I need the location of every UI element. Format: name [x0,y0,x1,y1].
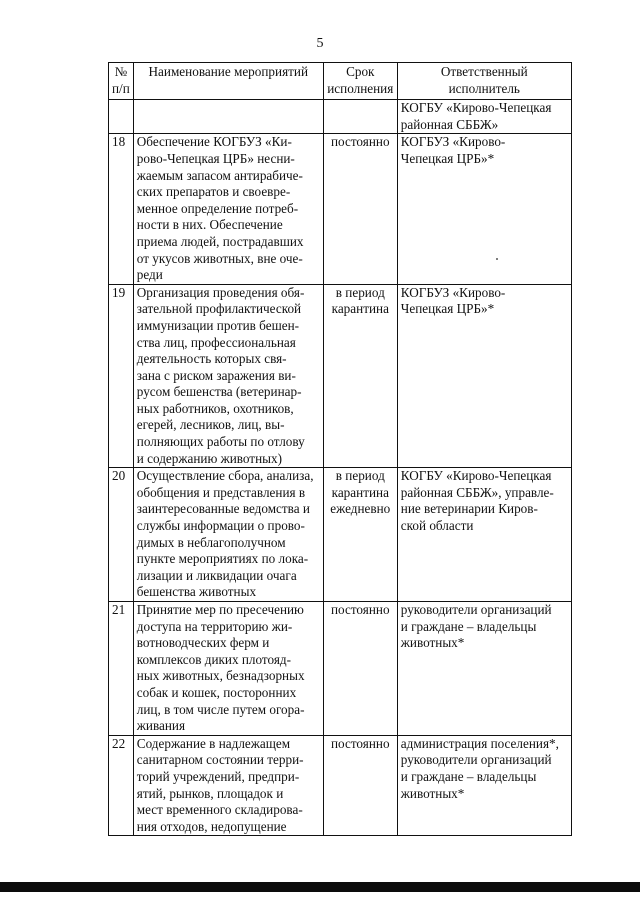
cell-responsible [397,468,571,602]
cell-name-line: ных животных, безнадзорных [136,668,305,684]
cell-num: 20 [109,468,134,602]
cell-responsible-line: животных* [400,785,465,801]
cell-name [133,134,323,284]
cell-name-line: службы информации о прово- [136,518,305,534]
cell-responsible-line: животных* [400,635,465,651]
table-row [109,134,572,284]
table-row [109,468,572,602]
cell-name-line: ятий, рынков, площадок и [136,785,284,801]
cell-responsible [397,284,571,468]
cell-responsible-line: районная СББЖ» [400,116,499,132]
cell-responsible-line: Чепецкая ЦРБ»* [400,150,495,166]
cell-name-line: ния отходов, недопущение [136,818,287,834]
cell-name-line: вотноводческих ферм и [136,635,270,651]
cell-name-line: иммунизации против бешен- [136,317,300,333]
cell-num: 22 [109,735,134,836]
cell-name-line: ских препаратов и своевре- [136,184,291,200]
cell-num: 19 [109,284,134,468]
cell-name-line: и содержанию животных) [136,450,282,466]
cell-responsible [397,134,571,284]
cell-name-line: санитарном состоянии терри- [136,752,304,768]
cell-term-line: карантина [331,484,389,500]
cell-name-line: Обеспечение КОГБУЗ «Ки- [136,134,292,150]
cell-term-line: постоянно [331,602,390,617]
cell-name-line: зана с риском заражения ви- [136,367,296,383]
cell-responsible [397,602,571,736]
table-row [109,100,572,134]
cell-name [133,284,323,468]
cell-name-line: мест временного складирова- [136,802,303,818]
table-row [109,602,572,736]
table-row [109,284,572,468]
cell-name-line: комплексов диких плотояд- [136,651,292,667]
cell-name-line: русом бешенства (ветеринар- [136,384,302,400]
cell-name [133,100,323,134]
cell-name-line: лиц, в том числе путем огора- [136,701,305,717]
cell-responsible-line: и граждане – владельцы [400,768,537,784]
cell-name-line: живания [136,718,186,734]
cell-name [133,602,323,736]
cell-name-line: пункте мероприятиях по лока- [136,551,309,567]
cell-name-line: зательной профилактической [136,301,302,317]
cell-name [133,468,323,602]
measures-table [108,62,572,836]
cell-responsible [397,100,571,134]
cell-responsible-line: районная СББЖ», управле- [400,484,554,500]
header-term: Срок исполнения [323,63,397,100]
cell-term-line: в период [335,284,385,300]
cell-name-line: Организация проведения обя- [136,284,305,300]
cell-name-line: обобщения и представления в [136,484,306,500]
cell-term-line: постоянно [331,134,390,150]
cell-name-line: лизации и ликвидации очага [136,567,297,583]
cell-responsible-line: ние ветеринарии Киров- [400,501,538,517]
cell-responsible-line: администрация поселения*, [400,735,559,751]
cell-name-line: реди [136,267,163,283]
cell-num [109,100,134,134]
cell-responsible-line: Чепецкая ЦРБ»* [400,301,495,317]
cell-name-line: приема людей, пострадавших [136,233,304,249]
cell-term [323,284,397,468]
cell-responsible-line: ской области [400,518,474,534]
cell-name-line: жаемым запасом антирабиче- [136,167,303,183]
cell-name-line: полняющих работы по отлову [136,434,305,450]
cell-name-line: менное определение потреб- [136,200,299,216]
cell-term-line: карантина [331,301,389,317]
cell-responsible-line: КОГБУ «Кирово-Чепецкая [400,468,552,484]
cell-name-line: Осуществление сбора, анализа, [136,468,314,484]
cell-responsible-line: КОГБУ «Кирово-Чепецкая [400,100,552,116]
cell-name-line: Принятие мер по пресечению [136,602,304,617]
cell-responsible-line: руководители организаций [400,602,552,617]
cell-name-line: ства лиц, профессиональная [136,334,296,350]
cell-name-line: ности в них. Обеспечение [136,217,283,233]
cell-term-line: постоянно [331,735,390,751]
page-number: 5 [316,36,324,51]
cell-name-line: собак и кошек, посторонних [136,684,297,700]
scan-speck [496,258,498,260]
cell-term-line: ежедневно [330,501,391,517]
table-header-row [109,63,572,100]
cell-name-line: бешенства животных [136,584,257,600]
scan-bottom-border [0,882,640,892]
table-row [109,735,572,836]
cell-responsible-line: КОГБУЗ «Кирово- [400,284,506,300]
header-name: Наименование мероприятий [133,63,323,100]
cell-term [323,134,397,284]
cell-name-line: торий учреждений, предпри- [136,768,300,784]
cell-responsible-line: руководители организаций [400,752,552,768]
cell-term [323,100,397,134]
cell-responsible-line: и граждане – владельцы [400,618,537,634]
cell-num: 18 [109,134,134,284]
cell-name-line: деятельность которых свя- [136,351,287,367]
cell-name [133,735,323,836]
cell-name-line: ных работников, охотников, [136,400,294,416]
cell-name-line: Содержание в надлежащем [136,735,291,751]
cell-num: 21 [109,602,134,736]
cell-term-line: в период [335,468,385,484]
cell-responsible [397,735,571,836]
cell-name-line: заинтересованные ведомства и [136,501,310,517]
cell-name-line: егерей, лесников, лиц, вы- [136,417,285,433]
cell-term [323,735,397,836]
cell-term [323,602,397,736]
header-responsible: Ответственный исполнитель [397,63,571,100]
cell-name-line: доступа на территорию жи- [136,618,293,634]
cell-responsible-line: КОГБУЗ «Кирово- [400,134,506,150]
cell-name-line: рово-Чепецкая ЦРБ» несни- [136,150,295,166]
cell-name-line: от укусов животных, вне оче- [136,250,303,266]
cell-name-line: димых в неблагополучном [136,534,286,550]
header-num: № п/п [109,63,134,100]
cell-term [323,468,397,602]
